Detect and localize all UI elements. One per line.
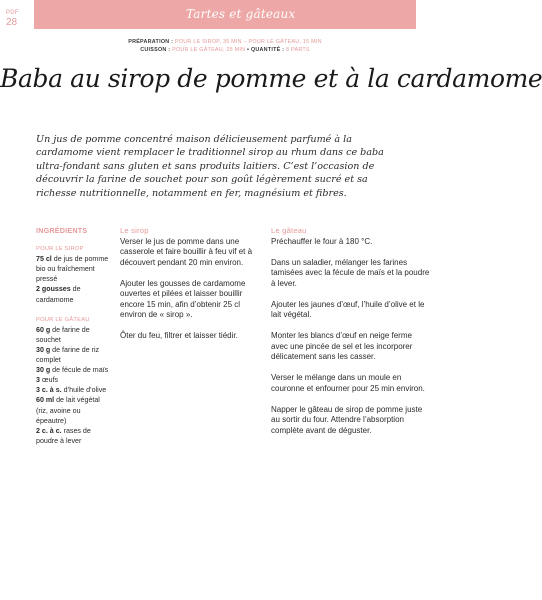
sirop-step: Ajouter les gousses de cardamome ouvertes et pilées et laisser bouillir encore 15 min, afin d’obtenir 25 cl environ de « sirop ». (120, 278, 246, 319)
section-title: Tartes et gâteaux (186, 7, 296, 21)
cuisson-label: CUISSON : (140, 47, 171, 53)
sirop-ingredients-heading: POUR LE SIROP (36, 246, 84, 253)
gateau-step: Ajouter les jaunes d’œuf, l’huile d’olive et le lait végétal. (271, 299, 425, 319)
ingredient-item: 60 ml de lait végétal (riz, avoine ou épeautre) (36, 396, 100, 425)
sirop-step: Verser le jus de pomme dans une casserole et faire bouillir à feu vif et à découvert pendant 20 min environ. (120, 236, 253, 267)
preparation-label: PRÉPARATION : (128, 39, 174, 45)
ingredient-item: 30 g de farine de riz complet (36, 345, 100, 365)
ingredient-item: 30 g de fécule de maïs (36, 366, 109, 375)
quantite-label: QUANTITÉ : (250, 47, 285, 53)
gateau-step: Napper le gâteau de sirop de pomme juste au sortir du four. Attendre l’absorption complète avant de déguster. (271, 404, 423, 435)
ingredients-column (36, 226, 110, 446)
preparation-value: POUR LE SIROP, 35 MIN – POUR LE GÂTEAU, 15 MIN (174, 39, 322, 45)
gateau-step: Préchauffer le four à 180 °C. (271, 236, 373, 246)
ingredient-item: 3 c. à s. d’huile d’olive (36, 386, 107, 395)
ingredient-item: 75 cl de jus de pomme bio ou fraîchement pressé (36, 255, 109, 284)
ingredient-item: 2 gousses de cardamome (36, 285, 81, 304)
gateau-heading: Le gâteau (271, 226, 307, 235)
cuisson-value: POUR LE GÂTEAU, 25 MIN (172, 47, 246, 53)
sirop-heading: Le sirop (120, 226, 149, 235)
ingredient-item: 3 œufs (36, 376, 59, 385)
gateau-steps-column (271, 226, 431, 447)
ingredients-heading: INGRÉDIENTS (36, 226, 88, 235)
recipe-intro: Un jus de pomme concentré maison délicieusement parfumé à la cardamome vient remplacer le traditionnel sirop au rhum dans ce baba ultra-fondant sans gluten et sans produits laitiers. C’est l’occasion de découvrir la farine de souchet pour son goût légèrement sucré et sa richesse nutritionnelle, notamment en fer, magnésium et fibres. (36, 134, 384, 199)
recipe-title: Baba au sirop de pomme et à la cardamome (0, 64, 542, 93)
meta-line-1 (0, 38, 450, 46)
page-number: 28 (6, 17, 18, 28)
quantite-value: 8 PARTS (286, 47, 310, 53)
sirop-ingredient-list (36, 254, 110, 304)
gateau-step: Dans un saladier, mélanger les farines tamisées avec la fécule de maïs et la poudre à lever. (271, 257, 430, 288)
sirop-steps-column (120, 226, 260, 352)
meta-line-2: CUISSON : POUR LE GÂTEAU, 25 MIN • QUANTITÉ : 8 PARTS (140, 47, 310, 53)
gateau-step: Verser le mélange dans un moule en couronne et enfourner pour 25 min environ. (271, 373, 425, 393)
ingredient-item: 2 c. à c. rases de poudre à lever (36, 426, 91, 445)
sirop-step: Ôter du feu, filtrer et laisser tiédir. (120, 331, 238, 340)
gateau-ingredients-heading: POUR LE GÂTEAU (36, 316, 90, 323)
page-label: PDF (6, 10, 19, 16)
gateau-ingredient-list (36, 325, 110, 446)
gateau-step: Monter les blancs d’œuf en neige ferme avec une pincée de sel et les incorporer délicatement sans les casser. (271, 331, 413, 361)
ingredient-item: 60 g de farine de souchet (36, 325, 90, 344)
